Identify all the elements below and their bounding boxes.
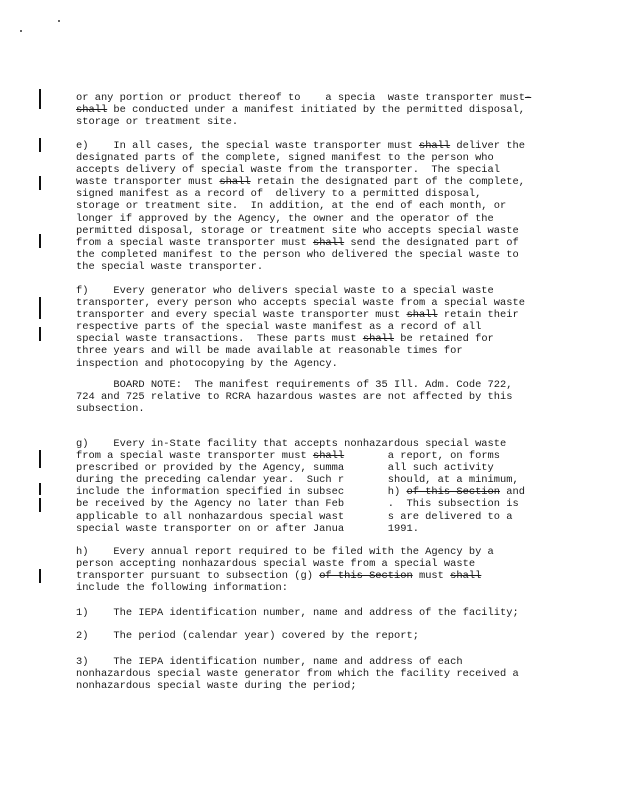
struck-text: shall [312, 236, 345, 249]
text-line [76, 582, 536, 594]
text-line [76, 140, 536, 152]
text-run: send the designated part of [344, 236, 519, 249]
text-line [76, 345, 536, 357]
paragraph-continued [76, 92, 536, 128]
text-run: be retained for [394, 333, 494, 346]
text-run: transporter pursuant to subsection (g) [76, 570, 320, 583]
struck-text: shall [406, 309, 438, 322]
text-run: be conducted under a manifest initiated by the permitted disposal, [107, 104, 525, 117]
text-run: special waste transporter on or after Janua 1991. [76, 522, 419, 535]
text-line [76, 200, 536, 212]
text-run: inspection and photocopying by the Agency. [76, 357, 338, 370]
text-run: nonhazardous special waste generator from which the facility received a [76, 668, 519, 681]
text-run: BOARD NOTE: The manifest requirements of 35 Ill. Adm. Code 722, [76, 379, 513, 391]
text-line [76, 450, 536, 462]
text-run: special waste transactions. These parts must [76, 333, 363, 346]
text-line [76, 321, 536, 333]
text-line [76, 92, 536, 104]
text-line [76, 570, 536, 582]
text-line [76, 546, 536, 558]
text-run: 3) The IEPA identification number, name and address of each [76, 656, 463, 668]
revision-bar [39, 89, 41, 109]
text-line [76, 116, 536, 128]
text-line [76, 511, 536, 523]
text-line [76, 558, 536, 570]
text-run: designated parts of the complete, signed manifest to the person who [76, 152, 494, 165]
text-run: from a special waste transporter must [76, 236, 313, 249]
text-run: transporter, every person who accepts special waste from a special waste [76, 297, 525, 310]
text-line [76, 358, 536, 370]
revision-bar [39, 569, 41, 583]
text-run: the completed manifest to the person who delivered the special waste to [76, 248, 519, 261]
text-run: and [500, 486, 525, 499]
text-run: include the following information: [76, 582, 289, 595]
struck-text: shall [312, 450, 345, 463]
text-run: be received by the Agency no later than Feb . This subsection is [76, 498, 519, 511]
text-run: three years and will be made available at reasonable times for [76, 345, 463, 358]
scan-speck [58, 20, 60, 22]
text-line [76, 261, 536, 273]
paragraph-e [76, 140, 536, 273]
text-line [76, 237, 536, 249]
text-line [76, 104, 536, 116]
text-run: person accepting nonhazardous special waste from a special waste [76, 558, 476, 571]
revision-bar [39, 297, 41, 319]
text-run: must [412, 570, 451, 583]
text-line [76, 309, 536, 321]
struck-text: shall [418, 140, 451, 152]
struck-text: shall [450, 570, 482, 583]
text-line [76, 333, 536, 345]
paragraph-f [76, 285, 536, 370]
text-line [76, 438, 536, 450]
revision-bar [39, 450, 41, 468]
revision-bar [39, 176, 41, 190]
text-run: permitted disposal, storage or treatment site who accepts special waste [76, 224, 519, 237]
board-note [76, 379, 536, 415]
text-line [76, 285, 536, 297]
text-line [76, 297, 536, 309]
text-line [76, 379, 536, 391]
text-run: waste transporter must [76, 176, 220, 189]
text-line [76, 474, 536, 486]
text-run: transporter and every special waste transporter must [76, 309, 407, 322]
paragraph-h [76, 546, 536, 594]
struck-text: - [524, 92, 532, 104]
text-line [76, 391, 536, 403]
text-line [76, 188, 536, 200]
text-run: 724 and 725 relative to RCRA hazardous wastes are not affected by this [76, 391, 513, 404]
text-line [76, 680, 536, 692]
text-run: a report, on forms [344, 450, 501, 463]
text-line [76, 249, 536, 261]
item-h-2 [76, 630, 536, 642]
text-run: accepts delivery of special waste from the transporter. The special [76, 164, 501, 177]
struck-text: shall [76, 104, 108, 117]
text-run: subsection. [76, 403, 145, 416]
text-run: longer if approved by the Agency, the owner and the operator of the [76, 212, 494, 225]
revision-bar [39, 498, 41, 512]
text-run: g) Every in-State facility that accepts nonhazardous special waste [76, 438, 507, 450]
item-h-1 [76, 607, 536, 619]
item-h-3 [76, 656, 536, 692]
text-line [76, 486, 536, 498]
text-run: f) Every generator who delivers special waste to a special waste [76, 285, 494, 297]
text-line [76, 498, 536, 510]
paragraph-g [76, 438, 536, 535]
text-run: storage or treatment site. [76, 116, 239, 129]
text-run: nonhazardous special waste during the period; [76, 680, 357, 693]
text-line [76, 668, 536, 680]
text-line [76, 176, 536, 188]
text-line [76, 656, 536, 668]
text-run: h) Every annual report required to be filed with the Agency by a [76, 546, 494, 558]
text-run: retain their [437, 309, 519, 322]
text-run: respective parts of the special waste manifest as a record of all [76, 321, 482, 334]
revision-bar [39, 327, 41, 341]
struck-text: of this Section [319, 570, 413, 583]
text-line [76, 152, 536, 164]
text-run: applicable to all nonhazardous special wast s are delivered to a [76, 510, 513, 523]
text-run: signed manifest as a record of delivery to a permitted disposal, [76, 188, 482, 201]
text-run: storage or treatment site. In addition, at the end of each month, or [76, 200, 507, 213]
text-run: e) In all cases, the special waste transporter must [76, 140, 419, 152]
revision-bar [39, 483, 41, 495]
revision-bar [39, 234, 41, 248]
text-run: include the information specified in subsec h) [76, 486, 407, 499]
scan-speck [20, 30, 22, 32]
text-run: prescribed or provided by the Agency, summa all such activity [76, 462, 494, 475]
text-run: or any portion or product thereof to a specia waste transporter must [76, 92, 525, 104]
text-line [76, 630, 536, 642]
struck-text: of this Section [406, 486, 501, 499]
text-line [76, 462, 536, 474]
text-line [76, 164, 536, 176]
text-line [76, 213, 536, 225]
text-line [76, 403, 536, 415]
revision-bar [39, 138, 41, 152]
text-run: retain the designated part of the complete, [250, 176, 525, 189]
text-run: during the preceding calendar year. Such r should, at a minimum, [76, 474, 519, 487]
text-line [76, 225, 536, 237]
text-run: deliver the [450, 140, 525, 152]
text-run: 1) The IEPA identification number, name and address of the facility; [76, 607, 519, 619]
text-run: from a special waste transporter must [76, 450, 313, 463]
text-line [76, 607, 536, 619]
text-run: the special waste transporter. [76, 260, 264, 273]
struck-text: shall [219, 176, 251, 189]
text-line [76, 523, 536, 535]
text-run: 2) The period (calendar year) covered by the report; [76, 630, 419, 642]
struck-text: shall [362, 333, 395, 346]
